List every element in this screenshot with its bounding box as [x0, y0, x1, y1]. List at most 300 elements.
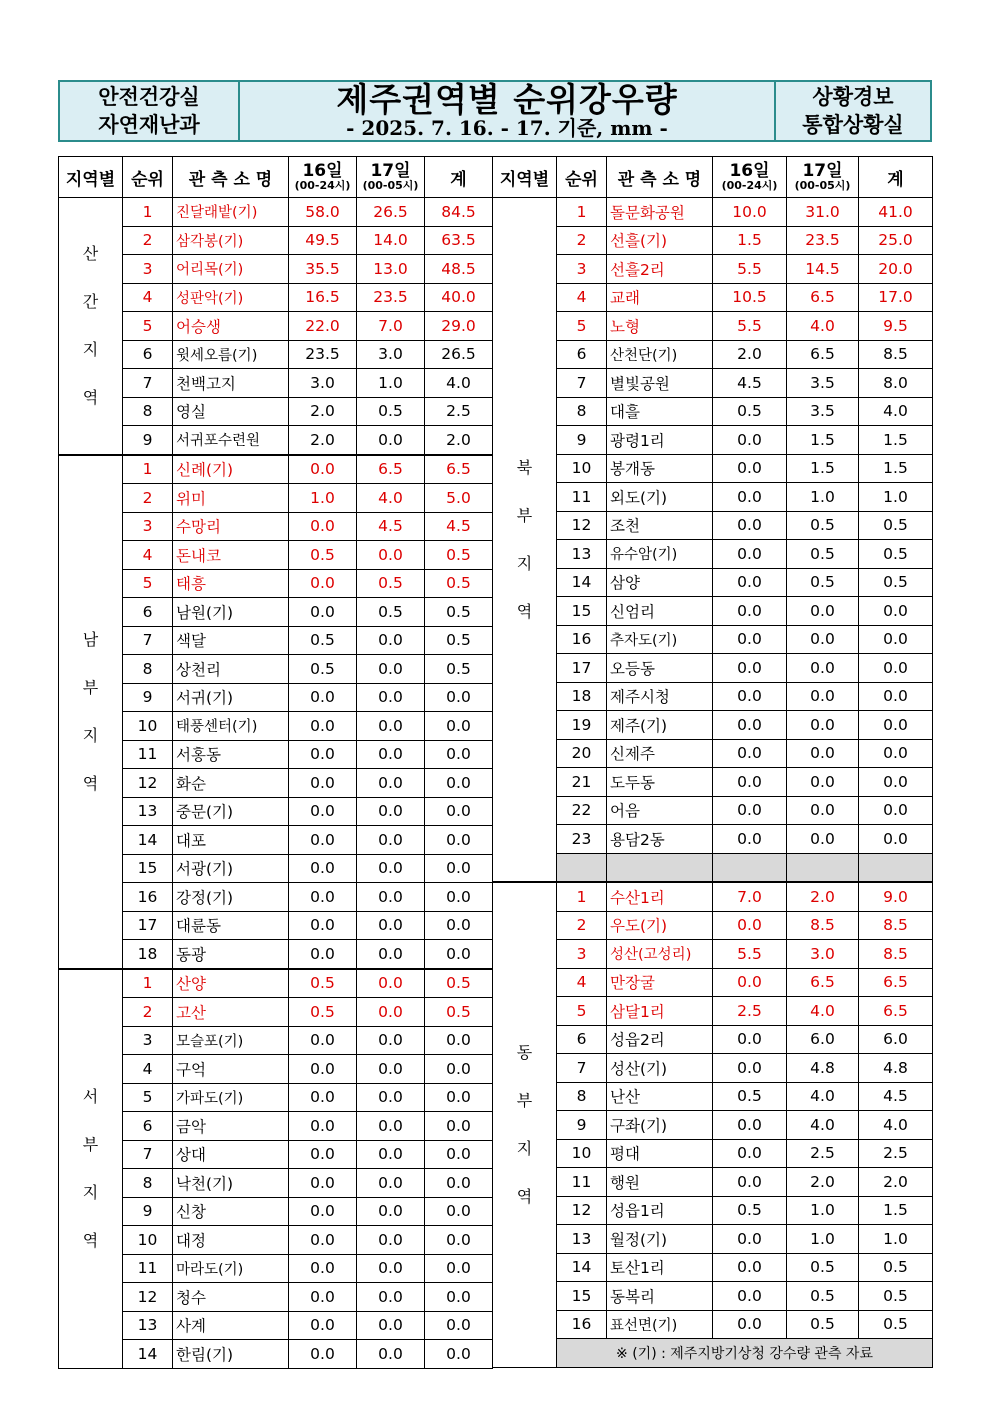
rank-cell: 4 — [557, 283, 607, 312]
right-header-row — [493, 157, 933, 198]
rank-cell: 12 — [123, 1283, 173, 1312]
station-name: 도두동 — [607, 768, 713, 797]
total-value: 29.0 — [425, 312, 493, 341]
rank-cell: 14 — [557, 1253, 607, 1282]
rank-cell: 1 — [123, 455, 173, 484]
rank-cell: 5 — [557, 997, 607, 1026]
station-name: 성읍1리 — [607, 1196, 713, 1225]
rank-column-header: 순위 — [557, 157, 607, 198]
day17-value: 4.0 — [787, 997, 859, 1026]
station-name: 월정(기) — [607, 1225, 713, 1254]
rank-cell: 6 — [557, 340, 607, 369]
station-name: 대포 — [173, 826, 289, 855]
rank-cell: 3 — [123, 512, 173, 541]
region-char: 서 — [82, 1086, 99, 1106]
station-name: 신제주 — [607, 739, 713, 768]
region-name — [59, 455, 123, 969]
table-row — [59, 512, 493, 541]
station-name: 영실 — [173, 397, 289, 426]
rank-cell: 16 — [557, 625, 607, 654]
region-char: 부 — [516, 505, 533, 525]
table-row — [59, 1083, 493, 1112]
station-name: 수산1리 — [607, 882, 713, 911]
rank-cell: 4 — [123, 541, 173, 570]
station-name: 오등동 — [607, 654, 713, 683]
rank-cell: 10 — [123, 1226, 173, 1255]
day17-value: 0.0 — [357, 998, 425, 1027]
day17-value: 3.0 — [787, 940, 859, 969]
day17-value: 0.0 — [787, 739, 859, 768]
station-name: 상천리 — [173, 655, 289, 684]
table-row — [59, 541, 493, 570]
station-name: 모슬포(기) — [173, 1026, 289, 1055]
day16-value: 49.5 — [289, 226, 357, 255]
region-char: 부 — [516, 1090, 533, 1110]
rank-cell: 6 — [123, 340, 173, 369]
table-row — [493, 226, 933, 255]
office-label — [774, 82, 930, 140]
day16-value: 0.0 — [713, 1310, 787, 1339]
blank-cell — [713, 853, 787, 882]
total-value: 0.0 — [425, 740, 493, 769]
day17-value: 0.0 — [787, 682, 859, 711]
day16-value: 0.0 — [289, 455, 357, 484]
total-value: 0.5 — [859, 1253, 933, 1282]
total-value: 0.0 — [425, 883, 493, 912]
total-value: 26.5 — [425, 340, 493, 369]
total-value: 1.5 — [859, 454, 933, 483]
day16-range: (00-24시) — [721, 179, 778, 192]
day16-value: 0.0 — [289, 1197, 357, 1226]
rank-cell: 14 — [123, 826, 173, 855]
table-row — [59, 598, 493, 627]
region-name — [59, 198, 123, 455]
total-value: 0.0 — [425, 1226, 493, 1255]
total-value: 0.5 — [425, 598, 493, 627]
day17-value: 0.0 — [787, 625, 859, 654]
region-char: 역 — [516, 601, 533, 621]
rank-cell: 4 — [123, 283, 173, 312]
station-name: 고산 — [173, 998, 289, 1027]
day17-value: 7.0 — [357, 312, 425, 341]
day16-value: 0.0 — [289, 598, 357, 627]
station-name: 어음 — [607, 796, 713, 825]
total-value: 4.0 — [425, 369, 493, 398]
total-value: 0.0 — [425, 1083, 493, 1112]
day17-range: (00-05시) — [362, 179, 419, 192]
station-name: 어승생 — [173, 312, 289, 341]
total-value: 17.0 — [859, 283, 933, 312]
total-value: 0.5 — [425, 969, 493, 998]
table-row — [493, 369, 933, 398]
day17-value: 4.0 — [787, 1082, 859, 1111]
table-row — [493, 454, 933, 483]
day16-value: 0.0 — [713, 454, 787, 483]
table-row — [493, 597, 933, 626]
rank-cell: 11 — [123, 1254, 173, 1283]
day17-value: 0.0 — [357, 740, 425, 769]
day16-value: 0.0 — [289, 512, 357, 541]
total-value: 0.0 — [425, 1197, 493, 1226]
table-row — [59, 826, 493, 855]
left-header-row — [59, 157, 493, 198]
table-row — [59, 998, 493, 1027]
rank-cell: 21 — [557, 768, 607, 797]
day17-value: 0.0 — [357, 683, 425, 712]
table-row — [493, 483, 933, 512]
day16-value: 22.0 — [289, 312, 357, 341]
table-row — [59, 369, 493, 398]
table-row — [493, 255, 933, 284]
total-value: 2.5 — [859, 1139, 933, 1168]
day16-value: 0.0 — [713, 1111, 787, 1140]
rank-column-header: 순위 — [123, 157, 173, 198]
rank-cell: 3 — [123, 255, 173, 284]
table-row — [59, 911, 493, 940]
total-value: 1.5 — [859, 426, 933, 455]
station-name: 화순 — [173, 769, 289, 798]
day17-range: (00-05시) — [794, 179, 851, 192]
rank-cell: 11 — [123, 740, 173, 769]
department-line-2: 자연재난과 — [98, 113, 200, 137]
table-row — [493, 340, 933, 369]
station-name: 어리목(기) — [173, 255, 289, 284]
rank-cell: 3 — [557, 255, 607, 284]
region-char: 부 — [82, 1134, 99, 1154]
station-name: 성판악(기) — [173, 283, 289, 312]
day16-value: 0.0 — [713, 825, 787, 854]
day17-value: 0.5 — [787, 540, 859, 569]
total-value: 0.5 — [425, 541, 493, 570]
day16-value: 0.5 — [713, 1082, 787, 1111]
day17-value: 0.0 — [357, 969, 425, 998]
office-line-1: 상황경보 — [812, 85, 894, 109]
day17-value: 0.0 — [357, 626, 425, 655]
table-row — [493, 511, 933, 540]
table-row — [59, 1055, 493, 1084]
day17-value: 3.0 — [357, 340, 425, 369]
rank-cell: 17 — [123, 911, 173, 940]
region-column-header: 지역별 — [493, 157, 557, 198]
day16-value: 5.5 — [713, 940, 787, 969]
rank-cell: 1 — [123, 969, 173, 998]
department-label — [60, 82, 240, 140]
region-name — [493, 198, 557, 883]
rank-cell: 9 — [123, 683, 173, 712]
total-value: 4.8 — [859, 1054, 933, 1083]
total-value: 0.5 — [859, 540, 933, 569]
day17-column-header — [787, 157, 859, 198]
day16-value: 0.5 — [289, 541, 357, 570]
day16-value: 0.0 — [289, 1083, 357, 1112]
rank-cell: 1 — [557, 198, 607, 227]
day17-value: 0.0 — [357, 1026, 425, 1055]
day17-value: 1.0 — [787, 1196, 859, 1225]
total-column-header: 계 — [859, 157, 933, 198]
day16-range: (00-24시) — [294, 179, 351, 192]
station-name: 낙천(기) — [173, 1169, 289, 1198]
day17-value: 4.0 — [787, 1111, 859, 1140]
day17-value: 0.0 — [787, 825, 859, 854]
day17-column-header — [357, 157, 425, 198]
station-name: 서귀포수련원 — [173, 426, 289, 455]
table-row — [59, 1112, 493, 1141]
region-char: 부 — [82, 677, 99, 697]
total-value: 0.0 — [859, 597, 933, 626]
day16-value: 0.0 — [713, 1253, 787, 1282]
day17-value: 6.5 — [787, 340, 859, 369]
day17-value: 0.0 — [787, 711, 859, 740]
rank-cell: 9 — [123, 1197, 173, 1226]
station-name: 마라도(기) — [173, 1254, 289, 1283]
total-value: 1.5 — [859, 1196, 933, 1225]
station-name: 추자도(기) — [607, 625, 713, 654]
rank-cell: 3 — [557, 940, 607, 969]
rank-cell: 7 — [123, 626, 173, 655]
day17-value: 0.5 — [357, 397, 425, 426]
table-row — [59, 255, 493, 284]
station-name: 태풍센터(기) — [173, 712, 289, 741]
station-name: 평대 — [607, 1139, 713, 1168]
table-row — [59, 226, 493, 255]
day16-value: 10.0 — [713, 198, 787, 227]
station-name: 천백고지 — [173, 369, 289, 398]
day17-value: 23.5 — [787, 226, 859, 255]
station-name: 서홍동 — [173, 740, 289, 769]
day16-value: 0.0 — [713, 682, 787, 711]
rank-cell: 7 — [557, 1054, 607, 1083]
region-name — [59, 969, 123, 1369]
rank-cell: 12 — [557, 1196, 607, 1225]
total-value: 0.0 — [425, 854, 493, 883]
station-name: 대정 — [173, 1226, 289, 1255]
station-name: 서귀(기) — [173, 683, 289, 712]
table-row — [493, 625, 933, 654]
day16-value: 0.0 — [713, 796, 787, 825]
total-value: 6.0 — [859, 1025, 933, 1054]
region-char: 역 — [82, 387, 99, 407]
total-value: 6.5 — [425, 455, 493, 484]
table-row — [493, 711, 933, 740]
day17-value: 0.0 — [357, 854, 425, 883]
day17-value: 0.0 — [357, 883, 425, 912]
day17-value: 3.5 — [787, 397, 859, 426]
station-name: 선흘(기) — [607, 226, 713, 255]
station-name: 태흥 — [173, 569, 289, 598]
day17-value: 0.0 — [357, 1283, 425, 1312]
day16-value: 0.0 — [289, 1169, 357, 1198]
region-char: 지 — [82, 725, 99, 745]
station-name: 우도(기) — [607, 911, 713, 940]
region-char: 역 — [82, 773, 99, 793]
day17-value: 0.0 — [357, 797, 425, 826]
table-row — [493, 911, 933, 940]
rank-cell: 18 — [123, 940, 173, 969]
station-name: 봉개동 — [607, 454, 713, 483]
table-row — [59, 397, 493, 426]
day16-value: 0.5 — [289, 626, 357, 655]
total-value: 0.0 — [859, 768, 933, 797]
rank-cell: 4 — [123, 1055, 173, 1084]
day17-value: 0.0 — [357, 1169, 425, 1198]
day16-value: 58.0 — [289, 198, 357, 227]
total-value: 0.5 — [425, 569, 493, 598]
table-row — [59, 1026, 493, 1055]
day16-value: 0.0 — [713, 426, 787, 455]
day16-value: 0.0 — [289, 854, 357, 883]
rank-cell: 1 — [557, 882, 607, 911]
total-value: 0.0 — [425, 1340, 493, 1369]
rank-cell: 13 — [123, 797, 173, 826]
day16-value: 0.0 — [289, 1254, 357, 1283]
total-value: 41.0 — [859, 198, 933, 227]
table-row — [493, 397, 933, 426]
table-row — [493, 1111, 933, 1140]
table-row — [493, 198, 933, 227]
station-name: 동복리 — [607, 1282, 713, 1311]
total-value: 0.5 — [425, 998, 493, 1027]
day16-value: 0.0 — [713, 1139, 787, 1168]
station-name: 수망리 — [173, 512, 289, 541]
page-subtitle: - 2025. 7. 16. - 17. 기준, mm - — [346, 116, 668, 140]
rank-cell: 8 — [557, 1082, 607, 1111]
region-char: 간 — [82, 291, 99, 311]
station-name: 선흘2리 — [607, 255, 713, 284]
day16-value: 0.0 — [713, 597, 787, 626]
day16-value: 0.0 — [289, 940, 357, 969]
region-column-header: 지역별 — [59, 157, 123, 198]
total-value: 0.0 — [425, 1026, 493, 1055]
total-value: 20.0 — [859, 255, 933, 284]
total-value: 2.0 — [425, 426, 493, 455]
rank-cell: 13 — [557, 540, 607, 569]
day16-value: 4.5 — [713, 369, 787, 398]
region-char: 남 — [82, 629, 99, 649]
table-row — [493, 940, 933, 969]
total-value: 2.5 — [425, 397, 493, 426]
region-char: 역 — [516, 1186, 533, 1206]
rank-cell: 13 — [557, 1225, 607, 1254]
rank-cell: 6 — [557, 1025, 607, 1054]
total-value: 6.5 — [859, 968, 933, 997]
total-value: 0.0 — [859, 796, 933, 825]
rank-cell: 14 — [123, 1340, 173, 1369]
rank-cell: 2 — [557, 226, 607, 255]
station-name: 용담2동 — [607, 825, 713, 854]
day17-value: 14.0 — [357, 226, 425, 255]
station-name: 삼각봉(기) — [173, 226, 289, 255]
station-name: 외도(기) — [607, 483, 713, 512]
day16-value: 0.0 — [713, 968, 787, 997]
day16-label: 16일 — [729, 161, 770, 181]
rank-cell: 13 — [123, 1311, 173, 1340]
day17-label: 17일 — [370, 161, 411, 181]
rank-cell: 8 — [123, 655, 173, 684]
total-value: 40.0 — [425, 283, 493, 312]
table-row — [59, 655, 493, 684]
station-name: 별빛공원 — [607, 369, 713, 398]
rank-cell: 15 — [123, 854, 173, 883]
rank-cell: 5 — [557, 312, 607, 341]
table-row — [493, 682, 933, 711]
rank-cell: 7 — [557, 369, 607, 398]
day17-value: 2.0 — [787, 1168, 859, 1197]
rank-cell: 5 — [123, 569, 173, 598]
total-value: 0.5 — [425, 655, 493, 684]
left-rainfall-table — [58, 156, 493, 1369]
table-row — [493, 1253, 933, 1282]
day17-value: 1.0 — [357, 369, 425, 398]
station-name: 돌문화공원 — [607, 198, 713, 227]
table-row — [59, 484, 493, 513]
day16-value: 16.5 — [289, 283, 357, 312]
day17-value: 0.5 — [787, 1310, 859, 1339]
day17-value: 6.5 — [787, 283, 859, 312]
day17-value: 0.5 — [787, 568, 859, 597]
day17-value: 0.5 — [787, 1282, 859, 1311]
station-name: 가파도(기) — [173, 1083, 289, 1112]
total-value: 0.0 — [425, 911, 493, 940]
table-row — [493, 796, 933, 825]
day16-value: 1.5 — [713, 226, 787, 255]
station-column-header: 관 측 소 명 — [173, 157, 289, 198]
day17-value: 4.5 — [357, 512, 425, 541]
station-name: 서광(기) — [173, 854, 289, 883]
table-row — [59, 969, 493, 998]
day17-value: 1.5 — [787, 454, 859, 483]
blank-cell — [787, 853, 859, 882]
table-row — [59, 1311, 493, 1340]
day16-value: 0.0 — [289, 1340, 357, 1369]
title-block — [240, 82, 774, 140]
table-row — [493, 1310, 933, 1339]
day16-value: 7.0 — [713, 882, 787, 911]
day17-value: 6.5 — [787, 968, 859, 997]
day17-value: 0.0 — [357, 1311, 425, 1340]
source-note: ※ (기) : 제주지방기상청 강수량 관측 자료 — [557, 1339, 933, 1368]
total-value: 2.0 — [859, 1168, 933, 1197]
total-value: 1.0 — [859, 483, 933, 512]
rank-cell: 12 — [557, 511, 607, 540]
day17-value: 4.8 — [787, 1054, 859, 1083]
total-value: 8.5 — [859, 940, 933, 969]
total-value: 0.0 — [425, 797, 493, 826]
station-column-header: 관 측 소 명 — [607, 157, 713, 198]
table-row — [59, 683, 493, 712]
total-value: 6.5 — [859, 997, 933, 1026]
day16-value: 0.0 — [713, 654, 787, 683]
station-name: 색달 — [173, 626, 289, 655]
table-row — [59, 797, 493, 826]
table-row — [493, 568, 933, 597]
day16-value: 3.0 — [289, 369, 357, 398]
rank-cell: 15 — [557, 1282, 607, 1311]
table-row — [59, 312, 493, 341]
total-value: 0.0 — [859, 825, 933, 854]
station-name: 제주시청 — [607, 682, 713, 711]
station-name: 유수암(기) — [607, 540, 713, 569]
day16-value: 0.5 — [713, 397, 787, 426]
day16-value: 0.0 — [289, 569, 357, 598]
total-value: 0.0 — [859, 682, 933, 711]
total-value: 9.0 — [859, 882, 933, 911]
table-row — [493, 1082, 933, 1111]
day17-value: 6.0 — [787, 1025, 859, 1054]
total-value: 4.5 — [859, 1082, 933, 1111]
station-name: 행원 — [607, 1168, 713, 1197]
day16-value: 0.0 — [289, 740, 357, 769]
total-value: 8.5 — [859, 911, 933, 940]
